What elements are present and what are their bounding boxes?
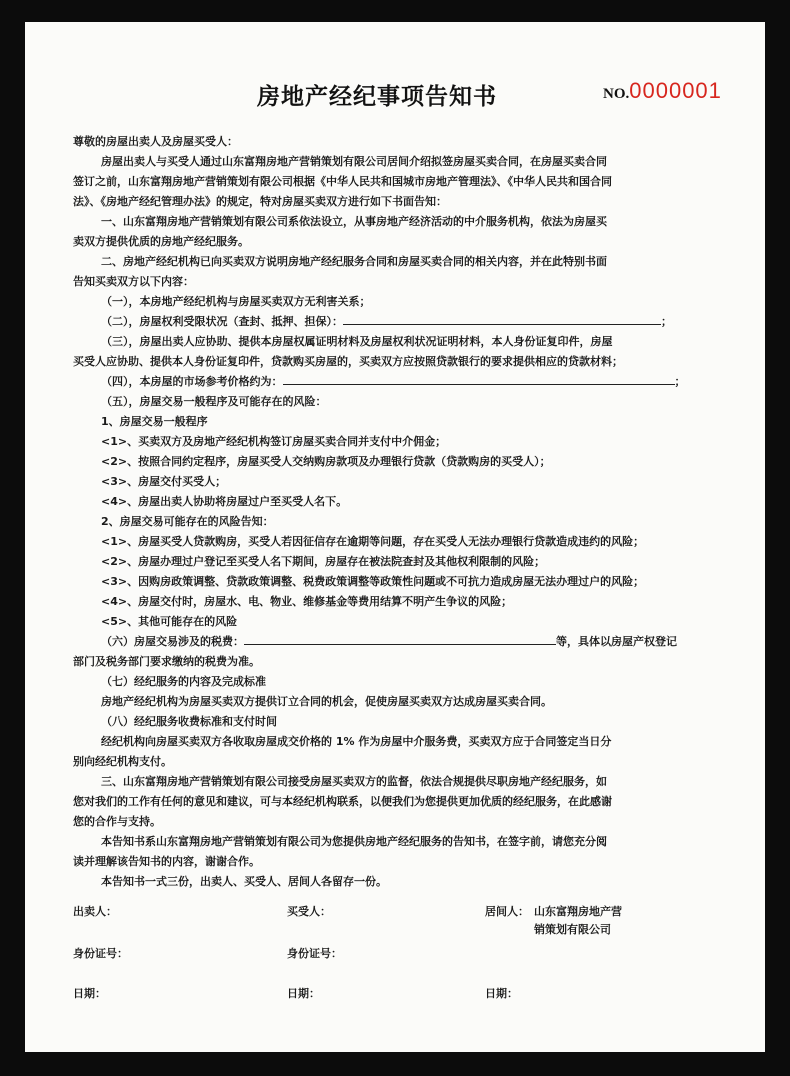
buyer-date-label: 日期： [287,987,320,1000]
serial-number [603,78,722,104]
body-line: 房地产经纪机构为房屋买卖双方提供订立合同的机会，促使房屋买卖双方达成房屋买卖合同。 [101,695,552,708]
body-line: （七）经纪服务的内容及完成标准 [101,675,266,688]
serial-prefix: NO. [603,86,630,102]
buyer-id-label: 身份证号： [287,947,342,960]
body-line: 卖双方提供优质的房地产经纪服务。 [73,235,249,248]
body-line: <5>、其他可能存在的风险 [101,615,238,628]
tax-blank[interactable] [244,632,556,645]
broker-name-line1: 山东富翔房地产营 [534,905,622,918]
body-line: 别向经纪机构支付。 [73,755,172,768]
body-line: <4>、房屋交付时，房屋水、电、物业、维修基金等费用结算不明产生争议的风险； [101,595,513,608]
tax-label: （六）房屋交易涉及的税费： [101,635,244,648]
encumbrance-blank[interactable] [343,312,661,325]
body-line: 本告知书系山东富翔房地产营销策划有限公司为您提供房地产经纪服务的告知书，在签字前，请您充分阅 [101,835,607,848]
body-line: <3>、因购房政策调整、贷款政策调整、税费政策调整等政策性问题或不可抗力造成房屋无法办理过户的风险； [101,575,645,588]
buyer-label: 买受人： [287,905,331,918]
salutation: 尊敬的房屋出卖人及房屋买受人： [73,135,238,148]
price-line [73,372,743,392]
body-line: （五），房屋交易一般程序及可能存在的风险： [101,395,327,408]
body-line: （一），本房地产经纪机构与房屋买卖双方无利害关系； [101,295,371,308]
body-line: 一、山东富翔房地产营销策划有限公司系依法设立，从事房地产经济活动的中介服务机构，依法为房屋买 [101,215,607,228]
seller-label: 出卖人： [73,905,117,918]
body-line: <3>、房屋交付买受人； [101,475,227,488]
seller-date-label: 日期： [73,987,106,1000]
serial-digits: 0000001 [629,78,722,103]
body-line: 经纪机构向房屋买卖双方各收取房屋成交价格的 1% 作为房屋中介服务费，买卖双方应于合同签定当日分 [101,735,612,748]
body-line: 读并理解该告知书的内容，谢谢合作。 [73,855,260,868]
tax-line [73,632,743,652]
broker-label: 居间人： [485,905,529,918]
body-line: （八）经纪服务收费标准和支付时间 [101,715,277,728]
body-line: 1、房屋交易一般程序 [101,415,208,428]
body-line: 签订之前，山东富翔房地产营销策划有限公司根据《中华人民共和国城市房地产管理法》、《中华人民共和国合同 [73,175,612,188]
body-line: 告知买卖双方以下内容： [73,275,194,288]
body-line: 您对我们的工作有任何的意见和建议，可与本经纪机构联系，以便我们为您提供更加优质的经纪服务，在此感谢 [73,795,612,808]
body-line: （三），房屋出卖人应协助、提供本房屋权属证明材料及房屋权利状况证明材料，本人身份证复印件，房屋 [101,335,613,348]
body-line: <1>、房屋买受人贷款购房，买受人若因征信存在逾期等问题，存在买受人无法办理银行贷款造成违约的风险； [101,535,645,548]
body-line: 法》、《房地产经纪管理办法》的规定，特对房屋买卖双方进行如下书面告知： [73,195,447,208]
body-line: <1>、买卖双方及房地产经纪机构签订房屋买卖合同并支付中介佣金； [101,435,447,448]
body-line: 本告知书一式三份，出卖人、买受人、居间人各留存一份。 [101,875,387,888]
semicolon: ； [661,315,672,328]
body-line: <2>、房屋办理过户登记至买受人名下期间，房屋存在被法院查封及其他权利限制的风险； [101,555,546,568]
seller-id-label: 身份证号： [73,947,128,960]
body-line: 买受人应协助、提供本人身份证复印件，贷款购买房屋的，买卖双方应按照贷款银行的要求提供相应的贷款材料； [73,355,623,368]
body-line: 房屋出卖人与买受人通过山东富翔房地产营销策划有限公司居间介绍拟签房屋买卖合同，在房屋买卖合同 [101,155,607,168]
semicolon: ； [674,375,686,388]
encumbrance-line [73,312,743,332]
price-blank[interactable] [283,372,675,385]
body-line: 2、房屋交易可能存在的风险告知： [101,515,274,528]
price-label: （四），本房屋的市场参考价格约为： [101,375,283,388]
encumbrance-label: （二），房屋权利受限状况（查封、抵押、担保）： [101,315,343,328]
tax-suffix: 等，具体以房屋产权登记 [556,635,677,648]
body-line: 三、山东富翔房地产营销策划有限公司接受房屋买卖双方的监督，依法合规提供尽职房地产经纪服务，如 [101,775,607,788]
body-line: 二、房地产经纪机构已向买卖双方说明房地产经纪服务合同和房屋买卖合同的相关内容，并在此特别书面 [101,255,607,268]
document-title: 房地产经纪事项告知书 [257,83,497,110]
notice-paper [25,22,765,1052]
body-line: <2>、按照合同约定程序，房屋买受人交纳购房款项及办理银行贷款（贷款购房的买受人）； [101,455,551,468]
notice-body [73,132,743,892]
broker-date-label: 日期： [485,987,518,1000]
broker-name-line2: 销策划有限公司 [534,923,611,936]
body-line: 您的合作与支持。 [73,815,161,828]
body-line: 部门及税务部门要求缴纳的税费为准。 [73,655,260,668]
body-line: <4>、房屋出卖人协助将房屋过户至买受人名下。 [101,495,348,508]
